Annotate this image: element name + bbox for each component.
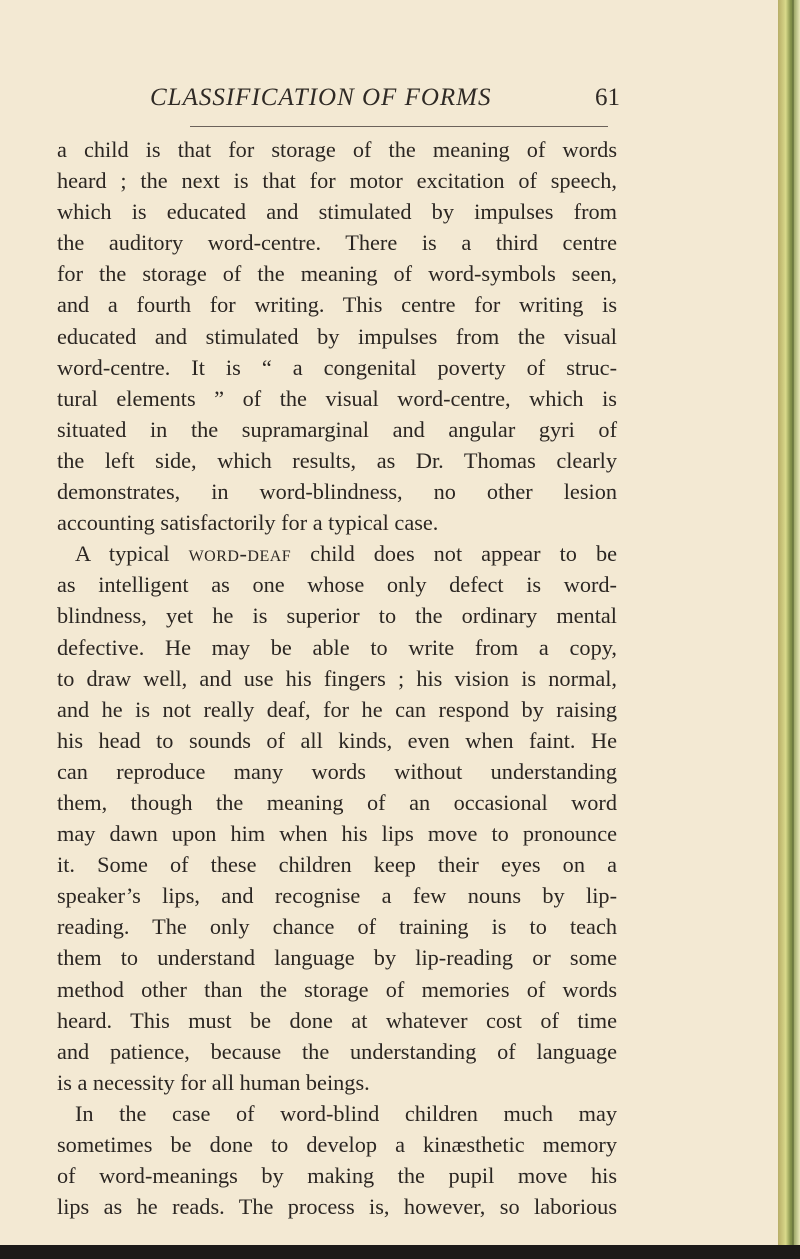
text-line: In the case of word-blind children much may xyxy=(75,1100,617,1126)
text-line: educated and stimulated by impulses from the visual xyxy=(57,323,617,349)
text-line: sometimes be done to develop a kinæsthetic memory xyxy=(57,1132,617,1157)
text-line: situated in the supramarginal and angular gyri of xyxy=(57,416,617,442)
text-line: them, though the meaning of an occasional word xyxy=(57,789,617,815)
text-line: and patience, because the understanding of language xyxy=(57,1038,617,1064)
text-line: for the storage of the meaning of word-symbols seen, xyxy=(57,261,617,287)
text-line: may dawn upon him when his lips move to pronounce xyxy=(57,821,617,847)
text-line: and he is not really deaf, for he can respond by raising xyxy=(57,696,617,722)
text-line: heard. This must be done at whatever cost of time xyxy=(57,1007,617,1033)
text-line xyxy=(57,538,617,569)
text-line: demonstrates, in word-blindness, no other lesion xyxy=(57,479,617,505)
text-line: is a necessity for all human beings. xyxy=(57,1069,370,1095)
text-line: word-centre. It is “ a congenital poverty of struc- xyxy=(57,354,617,380)
text-line: a child is that for storage of the meaning of words xyxy=(57,137,617,162)
paragraph-2 xyxy=(57,538,617,1098)
text-run: A typical xyxy=(75,541,189,567)
text-line: can reproduce many words without understanding xyxy=(57,758,617,784)
text-line: lips as he reads. The process is, however, so laborious xyxy=(57,1194,617,1220)
text-line: it. Some of these children keep their eyes on a xyxy=(57,852,617,878)
text-line: defective. He may be able to write from a copy, xyxy=(57,634,617,660)
text-line: heard ; the next is that for motor excitation of speech, xyxy=(57,168,617,194)
text-line: them to understand language by lip-reading or some xyxy=(57,945,617,971)
text-line: tural elements ” of the visual word-centre, which is xyxy=(57,385,617,411)
text-run: child does not appear to be xyxy=(291,541,617,567)
text-line: and a fourth for writing. This centre for writing is xyxy=(57,292,617,318)
text-line: speaker’s lips, and recognise a few nouns by lip- xyxy=(57,883,617,909)
text-line: as intelligent as one whose only defect is word- xyxy=(57,572,617,598)
text-line: method other than the storage of memories of words xyxy=(57,976,617,1002)
running-head: CLASSIFICATION OF FORMS xyxy=(150,84,492,111)
text-line: the left side, which results, as Dr. Thomas clearly xyxy=(57,447,617,473)
text-line: accounting satisfactorily for a typical case. xyxy=(57,510,439,536)
text-line: reading. The only chance of training is to teach xyxy=(57,914,617,940)
text-line: blindness, yet he is superior to the ordinary mental xyxy=(57,603,617,629)
page-header xyxy=(120,84,620,124)
small-caps-term: word-deaf xyxy=(188,541,292,567)
paragraph-1 xyxy=(57,134,617,538)
paragraph-3 xyxy=(57,1098,617,1222)
text-line: to draw well, and use his fingers ; his vision is normal, xyxy=(57,665,617,691)
text-line: of word-meanings by making the pupil move his xyxy=(57,1163,617,1189)
body-text xyxy=(57,134,617,1222)
bottom-shadow xyxy=(0,1245,800,1259)
book-edge-stripe xyxy=(792,0,794,1259)
header-rule xyxy=(190,126,608,127)
text-line: the auditory word-centre. There is a third centre xyxy=(57,230,617,256)
book-edge xyxy=(778,0,800,1259)
text-line: which is educated and stimulated by impulses from xyxy=(57,199,617,225)
text-line: his head to sounds of all kinds, even when faint. He xyxy=(57,727,617,753)
page-number: 61 xyxy=(595,84,620,111)
